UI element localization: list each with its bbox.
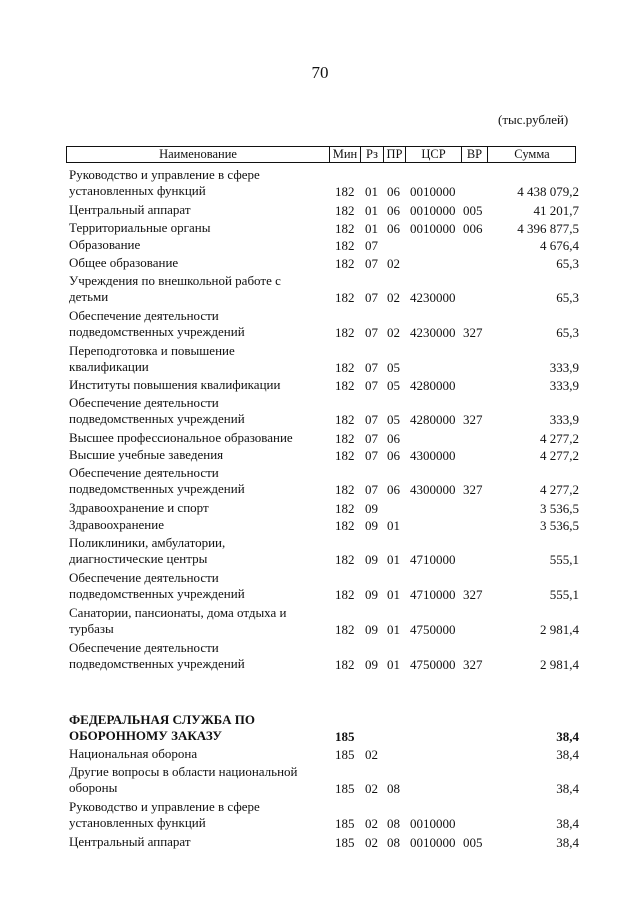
row-name xyxy=(69,447,324,463)
row-name-line: установленных функций xyxy=(69,814,206,830)
table-row xyxy=(69,343,579,376)
row-rz: 01 xyxy=(365,184,378,199)
row-name xyxy=(69,640,324,671)
row-name-line: диагностические центры xyxy=(69,550,208,566)
row-name xyxy=(69,712,324,743)
table-row xyxy=(69,202,579,219)
table-row xyxy=(69,395,579,428)
row-name-line: Другие вопросы в области национальной xyxy=(69,764,298,779)
row-name xyxy=(69,764,324,795)
row-vr: 327 xyxy=(463,657,483,672)
row-name-line: Здравоохранение и спорт xyxy=(69,500,209,515)
row-name xyxy=(69,799,324,830)
row-sum: 333,9 xyxy=(549,412,579,427)
row-vr: 327 xyxy=(463,325,483,340)
row-pr: 01 xyxy=(387,517,400,533)
row-pr: 08 xyxy=(387,781,400,796)
header-sum: Сумма xyxy=(514,147,550,161)
table-row xyxy=(69,535,579,568)
row-rz: 02 xyxy=(365,816,378,831)
row-name xyxy=(69,202,324,218)
row-pr: 01 xyxy=(387,587,400,602)
table-header xyxy=(66,146,576,163)
table-row xyxy=(69,273,579,306)
row-pr: 06 xyxy=(387,202,400,218)
row-min: 185 xyxy=(335,816,355,831)
row-csr: 0010000 xyxy=(410,202,456,218)
table-row xyxy=(69,605,579,638)
row-sum: 4 277,2 xyxy=(540,482,579,497)
table-row xyxy=(69,500,579,517)
row-rz: 02 xyxy=(365,746,378,762)
row-min: 182 xyxy=(335,657,355,672)
row-rz: 07 xyxy=(365,255,378,271)
row-sum: 2 981,4 xyxy=(540,657,579,672)
row-min: 182 xyxy=(335,500,355,516)
row-csr: 4280000 xyxy=(410,412,456,427)
table-row xyxy=(69,640,579,673)
row-name-line: ФЕДЕРАЛЬНАЯ СЛУЖБА ПО xyxy=(69,712,255,727)
row-name-line: подведомственных учреждений xyxy=(69,655,245,671)
row-sum: 38,4 xyxy=(556,816,579,831)
row-min: 182 xyxy=(335,517,355,533)
row-pr: 05 xyxy=(387,377,400,393)
row-name xyxy=(69,343,324,374)
row-name-line: Высшие учебные заведения xyxy=(69,447,224,462)
row-rz: 07 xyxy=(365,377,378,393)
row-name-line: Руководство и управление в сфере xyxy=(69,799,260,814)
row-pr: 01 xyxy=(387,622,400,637)
row-name xyxy=(69,535,324,566)
row-name xyxy=(69,308,324,339)
table-row xyxy=(69,517,579,534)
row-rz: 07 xyxy=(365,430,378,446)
row-rz: 01 xyxy=(365,202,378,218)
row-sum: 3 536,5 xyxy=(540,517,579,533)
row-csr: 4710000 xyxy=(410,552,456,567)
row-pr: 05 xyxy=(387,360,400,375)
row-min: 185 xyxy=(335,729,355,744)
row-csr: 4300000 xyxy=(410,482,456,497)
row-rz: 07 xyxy=(365,360,378,375)
row-pr: 08 xyxy=(387,834,400,850)
row-sum: 4 676,4 xyxy=(540,237,579,253)
row-pr: 01 xyxy=(387,552,400,567)
row-rz: 09 xyxy=(365,517,378,533)
row-csr: 4230000 xyxy=(410,325,456,340)
row-rz: 07 xyxy=(365,482,378,497)
row-name xyxy=(69,605,324,636)
table-row xyxy=(69,308,579,341)
table-row xyxy=(69,255,579,272)
row-sum: 38,4 xyxy=(556,834,579,850)
row-csr: 0010000 xyxy=(410,184,456,199)
row-min: 182 xyxy=(335,290,355,305)
row-name-line: турбазы xyxy=(69,620,114,636)
row-rz: 07 xyxy=(365,325,378,340)
row-min: 182 xyxy=(335,255,355,271)
header-rz: Рз xyxy=(366,147,378,161)
table-row xyxy=(69,430,579,447)
row-vr: 327 xyxy=(463,587,483,602)
row-pr: 02 xyxy=(387,255,400,271)
table-row xyxy=(69,834,579,851)
row-vr: 327 xyxy=(463,412,483,427)
row-sum: 2 981,4 xyxy=(540,622,579,637)
row-sum: 4 277,2 xyxy=(540,430,579,446)
row-name-line: установленных функций xyxy=(69,182,206,198)
row-pr: 02 xyxy=(387,290,400,305)
row-sum: 4 396 877,5 xyxy=(517,220,579,236)
row-csr: 4750000 xyxy=(410,622,456,637)
row-rz: 02 xyxy=(365,834,378,850)
row-sum: 555,1 xyxy=(549,587,579,602)
header-pr: ПР xyxy=(386,147,403,161)
row-name xyxy=(69,273,324,304)
row-name-line: Национальная оборона xyxy=(69,746,198,761)
table-row xyxy=(69,746,579,763)
row-min: 182 xyxy=(335,377,355,393)
row-sum: 38,4 xyxy=(556,729,579,744)
row-vr: 327 xyxy=(463,482,483,497)
table-row xyxy=(69,799,579,832)
row-sum: 3 536,5 xyxy=(540,500,579,516)
row-rz: 07 xyxy=(365,290,378,305)
row-rz: 09 xyxy=(365,657,378,672)
row-sum: 333,9 xyxy=(549,377,579,393)
row-pr: 05 xyxy=(387,412,400,427)
row-name xyxy=(69,517,324,533)
row-name-line: Центральный аппарат xyxy=(69,834,191,849)
row-min: 185 xyxy=(335,746,355,762)
row-min: 182 xyxy=(335,202,355,218)
table-row xyxy=(69,377,579,394)
row-min: 182 xyxy=(335,184,355,199)
table-row xyxy=(69,465,579,498)
table-row xyxy=(69,764,579,797)
units-label: (тыс.рублей) xyxy=(498,112,569,127)
row-min: 182 xyxy=(335,482,355,497)
row-min: 185 xyxy=(335,834,355,850)
table-row xyxy=(69,570,579,603)
row-name-line: Переподготовка и повышение xyxy=(69,343,235,358)
row-min: 182 xyxy=(335,325,355,340)
row-name-line: квалификации xyxy=(69,358,149,374)
row-name xyxy=(69,430,324,446)
row-sum: 41 201,7 xyxy=(533,202,579,218)
row-name-line: Высшее профессиональное образование xyxy=(69,430,293,445)
row-sum: 38,4 xyxy=(556,781,579,796)
header-csr: ЦСР xyxy=(421,147,446,161)
row-rz: 02 xyxy=(365,781,378,796)
row-rz: 07 xyxy=(365,237,378,253)
row-rz: 07 xyxy=(365,412,378,427)
row-name xyxy=(69,395,324,426)
row-sum: 65,3 xyxy=(556,290,579,305)
row-vr: 005 xyxy=(463,202,483,218)
row-min: 182 xyxy=(335,552,355,567)
row-pr: 06 xyxy=(387,447,400,463)
row-csr: 4710000 xyxy=(410,587,456,602)
table-row xyxy=(69,447,579,464)
row-name-line: Обеспечение деятельности xyxy=(69,570,219,585)
row-name-line: ОБОРОННОМУ ЗАКАЗУ xyxy=(69,727,222,743)
row-name-line: подведомственных учреждений xyxy=(69,480,245,496)
row-name-line: Обеспечение деятельности xyxy=(69,465,219,480)
row-csr: 4750000 xyxy=(410,657,456,672)
row-min: 182 xyxy=(335,622,355,637)
row-min: 182 xyxy=(335,237,355,253)
row-rz: 09 xyxy=(365,587,378,602)
row-name xyxy=(69,220,324,236)
row-name-line: подведомственных учреждений xyxy=(69,585,245,601)
row-name xyxy=(69,570,324,601)
row-min: 182 xyxy=(335,220,355,236)
row-name-line: Санатории, пансионаты, дома отдыха и xyxy=(69,605,287,620)
row-csr: 0010000 xyxy=(410,816,456,831)
row-name xyxy=(69,746,324,762)
row-name-line: Образование xyxy=(69,237,141,252)
row-vr: 005 xyxy=(463,834,483,850)
page-number: 70 xyxy=(311,63,329,82)
row-sum: 333,9 xyxy=(549,360,579,375)
row-csr: 4230000 xyxy=(410,290,456,305)
row-csr: 4280000 xyxy=(410,377,456,393)
row-rz: 09 xyxy=(365,500,378,516)
row-name-line: детьми xyxy=(69,288,109,304)
row-csr: 0010000 xyxy=(410,834,456,850)
row-name-line: Обеспечение деятельности xyxy=(69,640,219,655)
row-name xyxy=(69,237,324,253)
header-name: Наименование xyxy=(159,147,237,161)
row-name-line: подведомственных учреждений xyxy=(69,410,245,426)
row-name-line: подведомственных учреждений xyxy=(69,323,245,339)
row-pr: 02 xyxy=(387,325,400,340)
row-min: 182 xyxy=(335,412,355,427)
row-min: 185 xyxy=(335,781,355,796)
row-name xyxy=(69,465,324,496)
row-csr: 4300000 xyxy=(410,447,456,463)
row-name-line: Здравоохранение xyxy=(69,517,164,532)
row-pr: 06 xyxy=(387,184,400,199)
row-pr: 01 xyxy=(387,657,400,672)
row-name-line: Центральный аппарат xyxy=(69,202,191,217)
row-name-line: Территориальные органы xyxy=(69,220,211,235)
row-name-line: Институты повышения квалификации xyxy=(69,377,281,392)
row-name xyxy=(69,167,324,198)
row-rz: 09 xyxy=(365,552,378,567)
row-sum: 65,3 xyxy=(556,255,579,271)
row-rz: 09 xyxy=(365,622,378,637)
row-min: 182 xyxy=(335,430,355,446)
row-sum: 38,4 xyxy=(556,746,579,762)
row-name-line: Обеспечение деятельности xyxy=(69,395,219,410)
row-name xyxy=(69,255,324,271)
table-row xyxy=(69,167,579,200)
row-name-line: Поликлиники, амбулатории, xyxy=(69,535,226,550)
row-pr: 06 xyxy=(387,220,400,236)
row-sum: 555,1 xyxy=(549,552,579,567)
row-csr: 0010000 xyxy=(410,220,456,236)
row-sum: 4 438 079,2 xyxy=(517,184,579,199)
row-name-line: Учреждения по внешкольной работе с xyxy=(69,273,281,288)
row-min: 182 xyxy=(335,447,355,463)
header-min: Мин xyxy=(332,147,358,161)
row-name xyxy=(69,377,324,393)
row-name-line: Обеспечение деятельности xyxy=(69,308,219,323)
row-min: 182 xyxy=(335,587,355,602)
row-rz: 01 xyxy=(365,220,378,236)
row-name-line: Общее образование xyxy=(69,255,179,270)
row-vr: 006 xyxy=(463,220,483,236)
row-min: 182 xyxy=(335,360,355,375)
row-name xyxy=(69,500,324,516)
table-row xyxy=(69,712,579,745)
table-row xyxy=(69,237,579,254)
header-vr: ВР xyxy=(466,147,483,161)
row-rz: 07 xyxy=(365,447,378,463)
row-name-line: обороны xyxy=(69,779,118,795)
table-row xyxy=(69,220,579,237)
row-sum: 65,3 xyxy=(556,325,579,340)
row-pr: 08 xyxy=(387,816,400,831)
row-name xyxy=(69,834,324,850)
row-name-line: Руководство и управление в сфере xyxy=(69,167,260,182)
row-sum: 4 277,2 xyxy=(540,447,579,463)
row-pr: 06 xyxy=(387,482,400,497)
row-pr: 06 xyxy=(387,430,400,446)
